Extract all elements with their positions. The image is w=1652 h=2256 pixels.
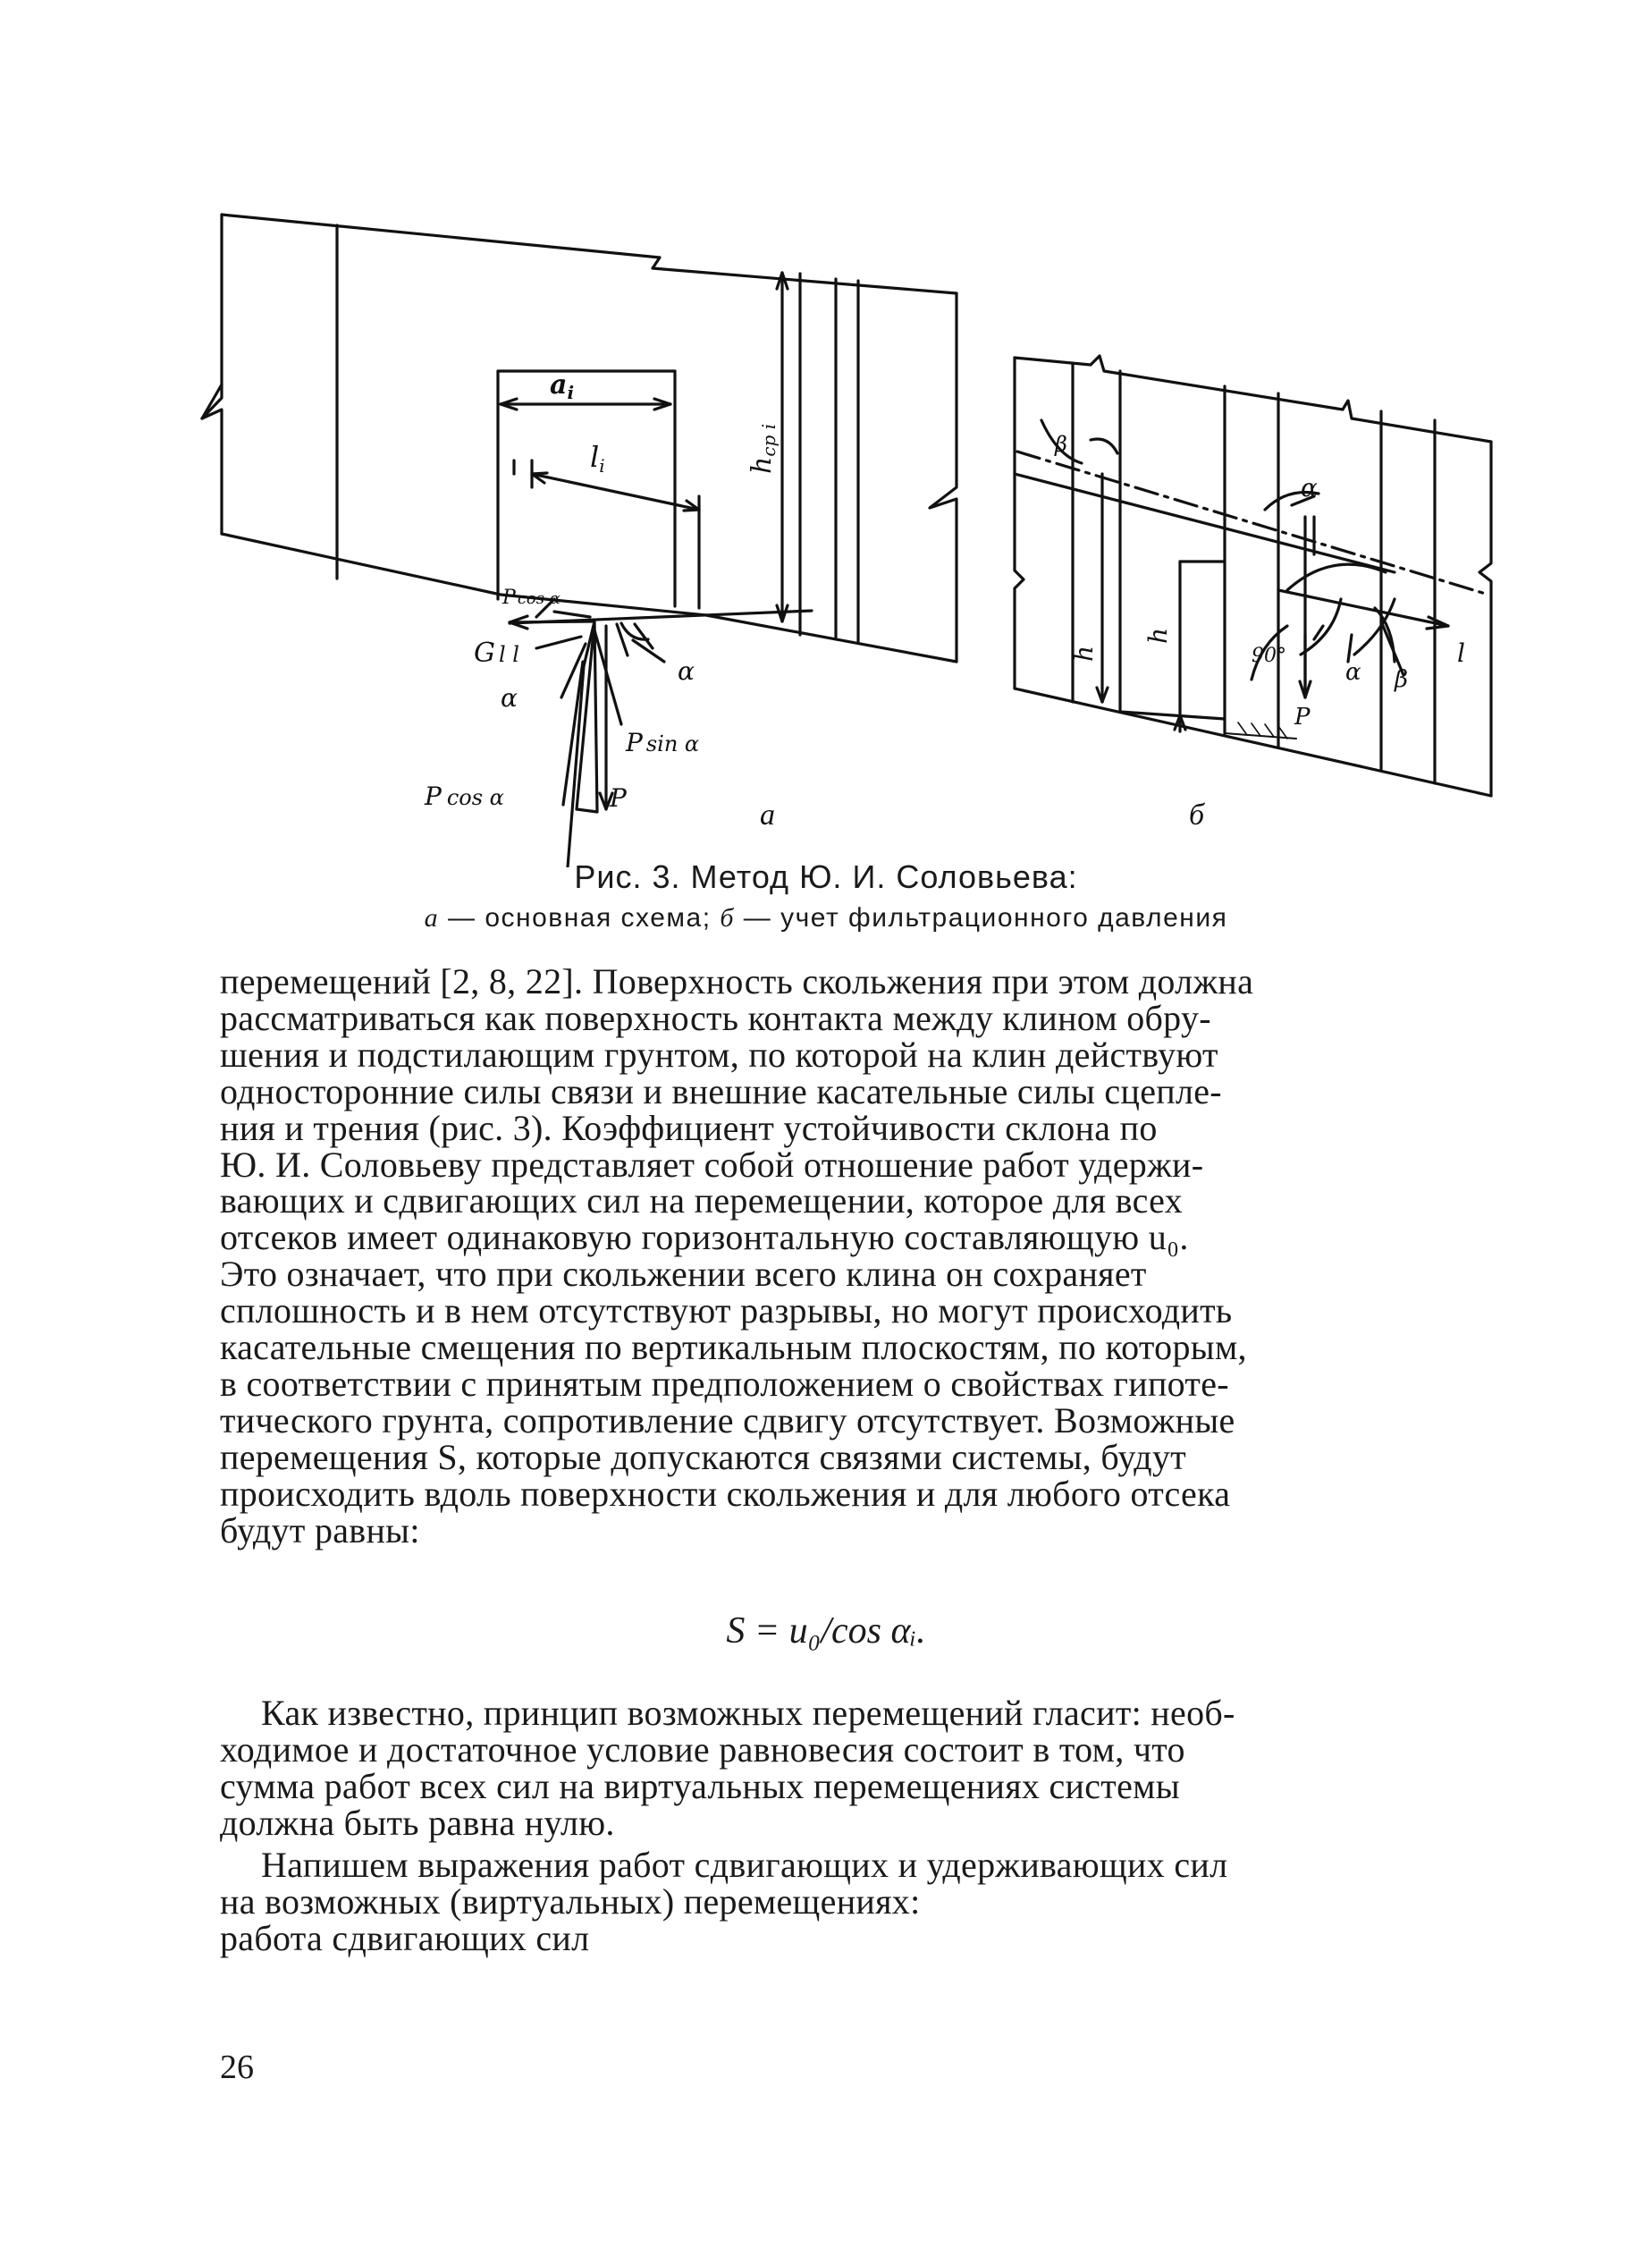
- text-line: вающих и сдвигающих сил на перемещении, которое для всех: [220, 1180, 1183, 1221]
- text-line: отсеков имеет одинаковую горизонтальную составляющую u₀.: [220, 1217, 1189, 1258]
- label-p-cos-bottom-rest: cos α: [446, 785, 504, 810]
- text-line: рассматриваться как поверхность контакта между клином обру-: [220, 997, 1211, 1038]
- label-g-l: G: [474, 638, 495, 669]
- text-line: ходимое и достаточное условие равновесия состоит в том, что: [220, 1729, 1185, 1770]
- caption-letter-a: а: [424, 903, 440, 933]
- figure-3-drawing: [170, 179, 1529, 867]
- label-p-cos-top: P: [502, 587, 516, 609]
- figure-caption-subtitle: [0, 903, 1652, 934]
- text-line: ния и трения (рис. 3). Коэффициент устойчивости склона по: [220, 1107, 1158, 1148]
- label-b-h-cpi: h: [1069, 645, 1099, 662]
- label-beta-phi: β: [1395, 666, 1409, 693]
- panel-a-schema: [202, 215, 957, 867]
- label-p-i: P: [610, 783, 627, 813]
- label-p-sin-rest: sin α: [645, 731, 700, 756]
- formula-displacement: S = u₀/cos αᵢ.: [726, 1610, 926, 1652]
- label-p-cos-top-rest: cos α: [517, 589, 560, 608]
- label-alpha-i-right: α: [678, 656, 695, 686]
- label-alpha-l: α: [501, 683, 518, 713]
- text-line: Ю. И. Соловьеву представляет собой отношение работ удержи-: [220, 1144, 1204, 1185]
- label-p-cos-bottom: P: [425, 782, 442, 811]
- caption-text-b: — учет фильтрационного давления: [734, 903, 1228, 933]
- label-b-l-i: l: [1457, 638, 1465, 668]
- text-line: происходить вдоль поверхности скольжения и для любого отсека: [220, 1473, 1231, 1514]
- text-line: Напишем выражения работ сдвигающих и удерживающих сил: [261, 1845, 1228, 1885]
- caption-text-a: — основная схема;: [439, 903, 721, 933]
- label-b-alpha-i: α: [1345, 659, 1361, 686]
- svg-text:Psin α: [625, 728, 699, 757]
- label-alpha-top: α: [1301, 473, 1318, 503]
- panel-a-letter: а: [760, 798, 775, 832]
- svg-text:ai: [550, 369, 574, 403]
- label-a-i: a: [550, 369, 568, 401]
- text-line: сумма работ всех сил на виртуальных перемещениях системы: [220, 1766, 1180, 1806]
- text-line: перемещений [2, 8, 22]. Поверхность скольжения при этом должна: [220, 961, 1254, 1001]
- svg-text:li: [590, 440, 605, 477]
- label-beta-top: β: [1055, 432, 1067, 457]
- text-line: работа сдвигающих сил: [220, 1918, 590, 1958]
- text-line: односторонние силы связи и внешние касательные силы сцепле-: [220, 1070, 1222, 1111]
- panel-b-letter: б: [1189, 798, 1205, 832]
- text-line: Как известно, принцип возможных перемещений гласит: необ-: [261, 1693, 1235, 1733]
- label-p-sin: P: [626, 728, 643, 757]
- page-number: 26: [220, 2049, 254, 2086]
- label-b-h-i: h: [1143, 627, 1173, 644]
- text-line: на возможных (виртуальных) перемещениях:: [220, 1881, 921, 1922]
- text-line: должна быть равна нулю.: [220, 1803, 615, 1843]
- figure-3: [170, 179, 1529, 867]
- text-line: сплошность и в нем отсутствуют разрывы, но могут происходить: [220, 1290, 1233, 1331]
- text-line: будут равны:: [220, 1509, 420, 1550]
- body-paragraph-1: [220, 961, 1471, 1550]
- text-line: касательные смещения по вертикальным плоскостям, по которым,: [220, 1327, 1247, 1368]
- label-h-cpi-sub: cp i: [758, 423, 780, 457]
- body-paragraph-2: [220, 1694, 1471, 1956]
- label-p-bi: P: [1294, 704, 1311, 731]
- svg-text:Gl l: [474, 638, 519, 669]
- text-line: в соответствии с принятым предположением о свойствах гипоте-: [220, 1363, 1229, 1404]
- text-line: шения и подстилающим грунтом, по которой на клин действуют: [220, 1034, 1218, 1075]
- panel-b-filtration: [1015, 356, 1491, 796]
- label-h-cpi: h: [746, 456, 778, 474]
- label-a-i-sub: i: [567, 382, 575, 403]
- svg-text:Pcos α: [502, 587, 560, 609]
- text-line: тического грунта, сопротивление сдвигу отсутствует. Возможные: [220, 1399, 1235, 1441]
- label-l-i-sub: i: [599, 455, 605, 477]
- caption-letter-b: б: [720, 903, 735, 933]
- label-ninety: 90°: [1252, 645, 1286, 667]
- figure-caption-title: Рис. 3. Метод Ю. И. Соловьева:: [574, 858, 1078, 895]
- label-l-i: l: [590, 440, 600, 474]
- svg-text:Pcos α: [424, 782, 504, 811]
- text-line: перемещения S, которые допускаются связями системы, будут: [220, 1436, 1187, 1477]
- text-line: Это означает, что при скольжении всего клина он сохраняет: [220, 1254, 1147, 1295]
- svg-text:hcp i: [746, 424, 780, 474]
- label-g-l-rest: l l: [498, 642, 519, 667]
